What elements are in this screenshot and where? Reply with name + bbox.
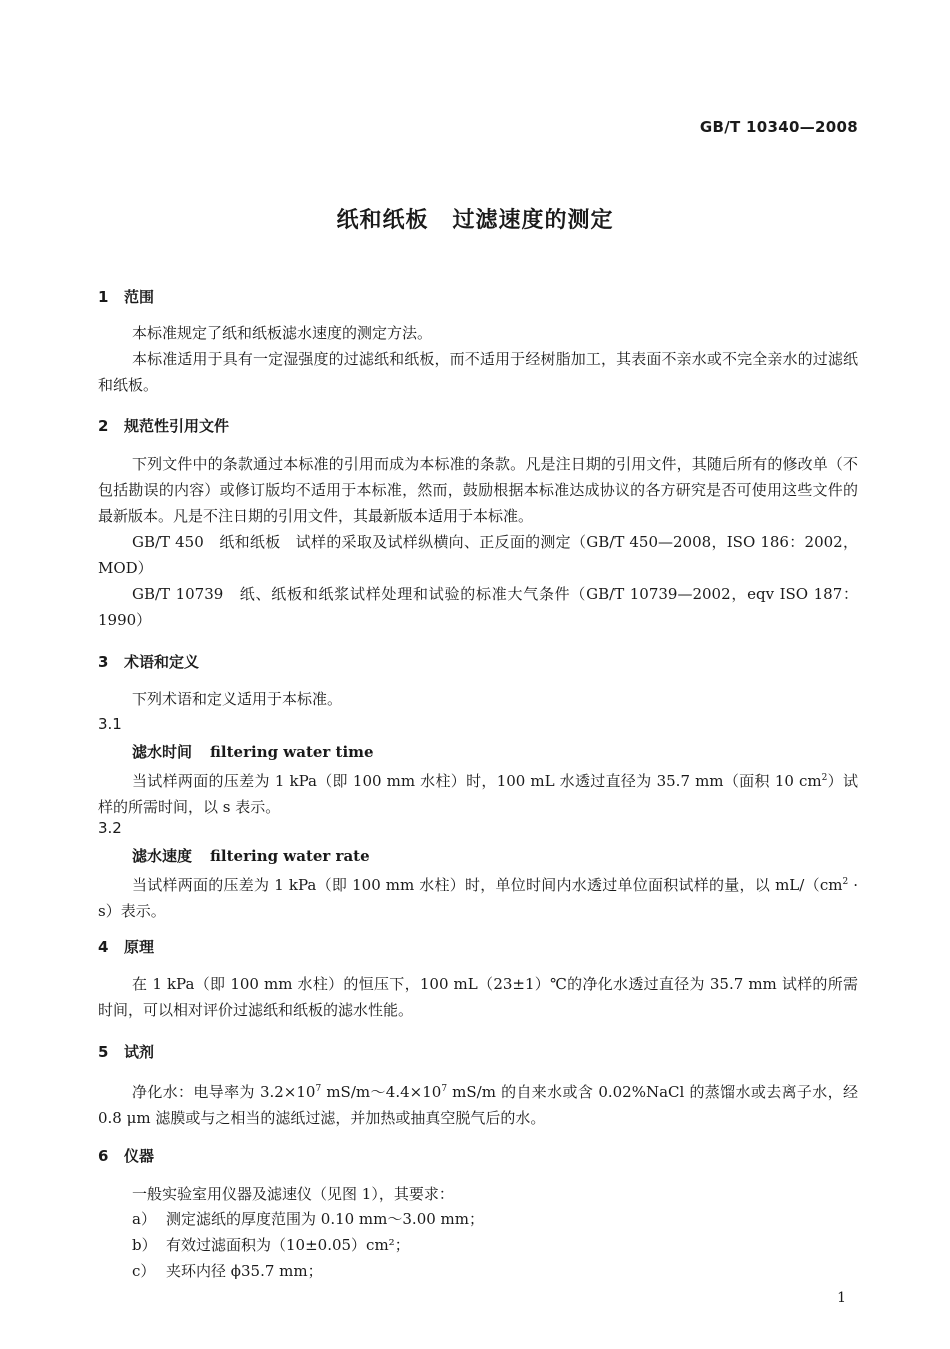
section-heading bbox=[98, 936, 154, 957]
superscript: 2 bbox=[842, 877, 849, 887]
reagent-text: 净化水：电导率为 3.2×10 bbox=[132, 1083, 316, 1101]
section-number: 3 bbox=[98, 653, 109, 671]
term-definition bbox=[98, 765, 858, 820]
term-zh: 滤水速度 bbox=[132, 847, 193, 865]
reagent-text: mS/m～4.4×10 bbox=[321, 1083, 442, 1101]
paragraph: 一般实验室用仪器及滤速仪（见图 1），其要求： bbox=[132, 1185, 454, 1203]
title-part-2: 过滤速度的测定 bbox=[452, 208, 614, 233]
section-title: 仪器 bbox=[124, 1147, 155, 1165]
paragraph: 下列文件中的条款通过本标准的引用而成为本标准的条款。凡是注日期的引用文件，其随后所有的修改单（不包括勘误的内容）或修订版均不适用于本标准，然而，鼓励根据本标准达成协议的各方研究是否可使用这些文件的最新版本。凡是不注日期的引用文件，其最新版本适用于本标准。 bbox=[98, 455, 858, 525]
section-title: 范围 bbox=[124, 288, 155, 306]
list-text: 测定滤纸的厚度范围为 0.10 mm～3.00 mm； bbox=[166, 1210, 484, 1228]
superscript: 7 bbox=[441, 1084, 448, 1094]
document-title bbox=[0, 203, 950, 234]
list-text: 有效过滤面积为（10±0.05）cm²； bbox=[166, 1236, 410, 1254]
reference-entry: GB/T 450 纸和纸板 试样的采取及试样纵横向、正反面的测定（GB/T 450—2008，ISO 186：2002，MOD） bbox=[98, 533, 858, 577]
definition-text: 当试样两面的压差为 1 kPa（即 100 mm 水柱）时，单位时间内水透过单位面积试样的量，以 mL/（cm bbox=[132, 876, 843, 894]
list-text: 夹环内径 ϕ35.7 mm； bbox=[166, 1262, 323, 1280]
paragraph: 本标准适用于具有一定湿强度的过滤纸和纸板，而不适用于经树脂加工，其表面不亲水或不完全亲水的过滤纸和纸板。 bbox=[98, 350, 858, 394]
section-number: 4 bbox=[98, 938, 109, 956]
term-en: filtering water rate bbox=[210, 847, 370, 865]
title-part-1: 纸和纸板 bbox=[336, 208, 429, 233]
paragraph: 本标准规定了纸和纸板滤水速度的测定方法。 bbox=[132, 324, 433, 342]
term-definition bbox=[98, 869, 858, 924]
page-number: 1 bbox=[837, 1290, 846, 1306]
list-marker: c） bbox=[132, 1262, 156, 1280]
standard-code: GB/T 10340—2008 bbox=[699, 118, 858, 136]
list-item bbox=[132, 1208, 484, 1229]
clause-number: 3.2 bbox=[98, 819, 122, 837]
section-title: 试剂 bbox=[124, 1043, 155, 1061]
term-heading bbox=[132, 845, 370, 866]
term-en: filtering water time bbox=[210, 743, 374, 761]
superscript: 2 bbox=[821, 773, 828, 783]
term-heading bbox=[132, 741, 374, 762]
section-heading bbox=[98, 415, 229, 436]
section-number: 6 bbox=[98, 1147, 109, 1165]
section-number: 1 bbox=[98, 288, 109, 306]
list-marker: b） bbox=[132, 1236, 157, 1254]
list-item bbox=[132, 1234, 410, 1255]
section-number: 5 bbox=[98, 1043, 109, 1061]
section-heading bbox=[98, 286, 154, 307]
definition-text: ）试样的所需时间，以 s 表示。 bbox=[98, 772, 858, 816]
section-heading bbox=[98, 1145, 154, 1166]
section-title: 规范性引用文件 bbox=[124, 417, 230, 435]
section-number: 2 bbox=[98, 417, 109, 435]
reagent-text: mS/m 的自来水或含 0.02%NaCl 的蒸馏水或去离子水，经 0.8 μm 滤膜或与之相当的滤纸过滤，并加热或抽真空脱气后的水。 bbox=[98, 1083, 858, 1127]
term-zh: 滤水时间 bbox=[132, 743, 193, 761]
section-heading bbox=[98, 651, 199, 672]
list-item bbox=[132, 1260, 323, 1281]
paragraph bbox=[98, 1076, 858, 1131]
paragraph: 下列术语和定义适用于本标准。 bbox=[132, 690, 343, 708]
definition-text: 当试样两面的压差为 1 kPa（即 100 mm 水柱）时，100 mL 水透过直径为 35.7 mm（面积 10 cm bbox=[132, 772, 822, 790]
section-title: 原理 bbox=[124, 938, 155, 956]
list-marker: a） bbox=[132, 1210, 156, 1228]
section-heading bbox=[98, 1041, 154, 1062]
paragraph: 在 1 kPa（即 100 mm 水柱）的恒压下，100 mL（23±1）℃的净化水透过直径为 35.7 mm 试样的所需时间，可以相对评价过滤纸和纸板的滤水性能。 bbox=[98, 975, 858, 1019]
definition-text: · s）表示。 bbox=[98, 876, 858, 920]
section-title: 术语和定义 bbox=[124, 653, 200, 671]
superscript: 7 bbox=[315, 1084, 322, 1094]
clause-number: 3.1 bbox=[98, 715, 122, 733]
reference-entry: GB/T 10739 纸、纸板和纸浆试样处理和试验的标准大气条件（GB/T 10739—2002，eqv ISO 187：1990） bbox=[98, 585, 858, 629]
